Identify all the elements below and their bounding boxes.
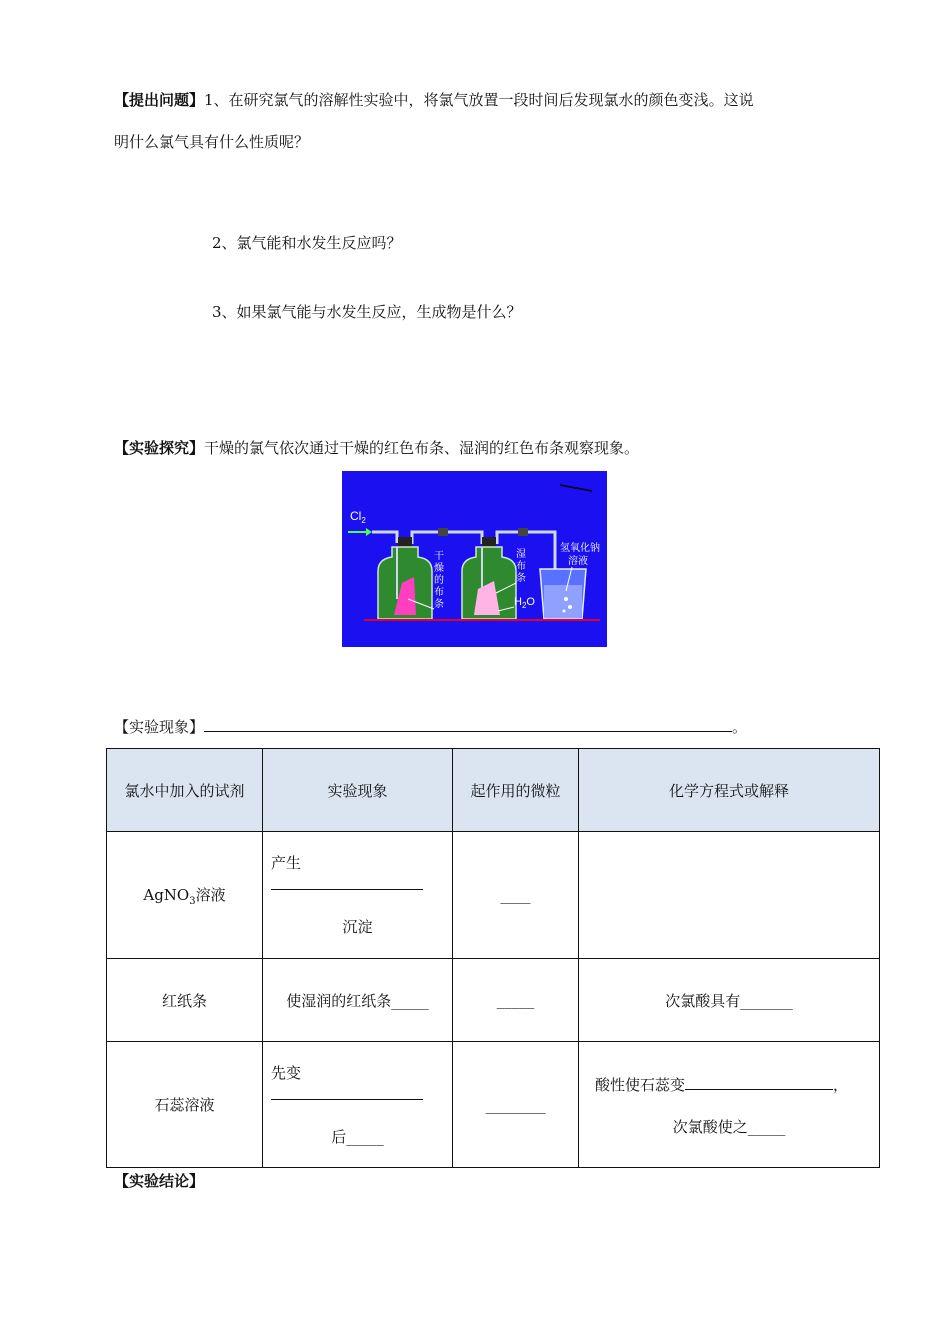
reagent-red-paper: 红纸条 <box>107 959 263 1042</box>
bottle-2-label-char: 布 <box>516 561 526 572</box>
reagent-agno3 <box>107 832 263 959</box>
phenomenon-suffix[interactable]: 后_____ <box>331 1127 384 1146</box>
header-reagent: 氯水中加入的试剂 <box>107 749 263 832</box>
table-row <box>107 1042 880 1168</box>
bottle-1-stopper <box>398 537 412 547</box>
tube-joint-2 <box>518 528 528 536</box>
particle-cell[interactable]: ____ <box>453 832 579 959</box>
explore-tag: 【实验探究】 <box>114 439 205 457</box>
phenomenon-cell <box>263 1042 453 1168</box>
equation-cell[interactable]: 次氯酸具有_______ <box>579 959 880 1042</box>
header-phenomenon: 实验现象 <box>263 749 453 832</box>
explain-prefix: 酸性使石蕊变 <box>595 1075 686 1094</box>
apparatus-figure <box>342 471 607 647</box>
bubble <box>564 597 568 601</box>
phenomenon-cell <box>263 832 453 959</box>
bottle-2-label-char: 湿 <box>516 549 526 560</box>
bottle-1-label-char: 干 <box>434 551 444 562</box>
phenomenon-tail: 。 <box>732 718 748 736</box>
explain-suffix[interactable]: 次氯酸使之_____ <box>672 1117 786 1136</box>
water-label: $H_2O$ <box>514 596 535 610</box>
reagent-litmus: 石蕊溶液 <box>107 1042 263 1168</box>
phenomenon-prefix: 先变 <box>271 1063 302 1082</box>
precipitate-blank[interactable] <box>271 873 423 890</box>
question-2: 2、氯气能和水发生反应吗？ <box>212 234 402 252</box>
bottle-1-label-char: 燥 <box>434 563 444 574</box>
explain-comma: ， <box>833 1075 849 1094</box>
question-1-continuation: 明什么氯气具有什么性质呢？ <box>114 133 310 151</box>
bottle-1-label-char: 条 <box>434 599 444 610</box>
question-tag: 【提出问题】 <box>114 91 205 109</box>
beaker-label-line-2: 溶液 <box>568 556 588 567</box>
phenomenon-suffix: 沉淀 <box>342 918 373 936</box>
reagent-table <box>106 748 880 1168</box>
beaker-solution <box>544 585 582 618</box>
bottle-1-label-char: 的 <box>434 575 444 586</box>
cl2-label: $Cl_2$ <box>350 509 366 525</box>
gas-arrow-head <box>366 528 372 536</box>
bottle-2-label <box>516 548 526 584</box>
question-1-text: 1、在研究氯气的溶解性实验中，将氯气放置一段时间后发现氯水的颜色变浅。这说 <box>204 91 754 109</box>
table-row <box>107 832 880 959</box>
phenomenon-tag: 【实验现象】 <box>114 718 205 736</box>
explore-line <box>114 437 639 459</box>
beaker-label-line-1: 氢氧化钠 <box>560 543 600 554</box>
phenomenon-line <box>114 715 747 738</box>
reagent-subscript: 3 <box>189 895 196 907</box>
bubble <box>563 610 566 613</box>
reagent-text-tail: 溶液 <box>195 885 226 904</box>
inlet-tube <box>372 532 397 543</box>
tube-joint-1 <box>438 528 448 536</box>
table-row <box>107 959 880 1042</box>
bottle-1-label-char: 布 <box>434 587 444 598</box>
bottle-2-label-char: 条 <box>516 573 526 584</box>
apparatus-svg <box>342 471 607 647</box>
header-particle: 起作用的微粒 <box>453 749 579 832</box>
particle-cell[interactable]: _____ <box>453 959 579 1042</box>
table-header-row <box>107 749 880 832</box>
equation-cell[interactable] <box>579 832 880 959</box>
litmus-color-blank[interactable] <box>685 1073 833 1090</box>
reagent-text: AgNO <box>143 885 190 904</box>
bubble <box>568 605 572 609</box>
bottle-1-label <box>434 550 444 610</box>
particle-cell[interactable]: ________ <box>453 1042 579 1168</box>
bottle-2-stopper <box>482 537 496 547</box>
phenomenon-blank[interactable] <box>204 715 732 732</box>
question-line-1 <box>114 89 754 111</box>
question-3: 3、如果氯气能与水发生反应，生成物是什么？ <box>212 303 522 321</box>
phenomenon-prefix: 产生 <box>271 854 302 872</box>
explore-text: 干燥的氯气依次通过干燥的红色布条、湿润的红色布条观察现象。 <box>204 439 640 457</box>
stray-line <box>560 485 592 491</box>
header-equation: 化学方程式或解释 <box>579 749 880 832</box>
conclusion-tag: 【实验结论】 <box>114 1172 205 1190</box>
phenomenon-cell[interactable]: 使湿润的红纸条_____ <box>263 959 453 1042</box>
color-blank[interactable] <box>271 1083 423 1100</box>
equation-cell <box>579 1042 880 1168</box>
